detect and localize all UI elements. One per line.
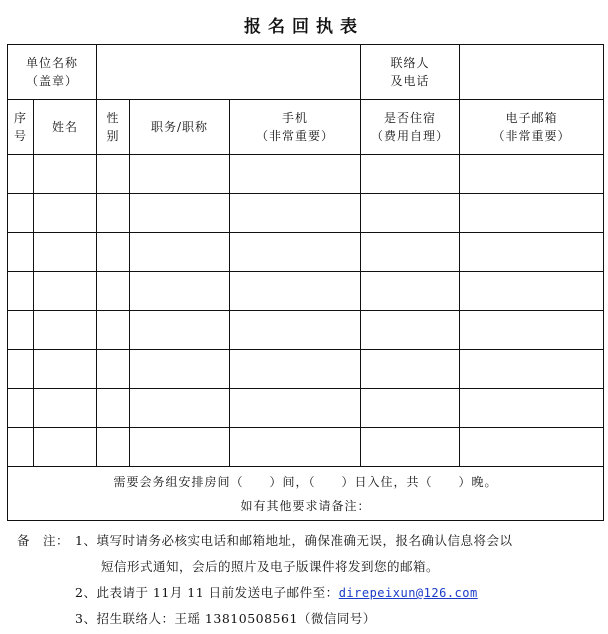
cell-lodging[interactable] bbox=[361, 233, 460, 272]
remarks-label: 备 注： bbox=[17, 533, 70, 548]
cell-mobile[interactable] bbox=[230, 311, 361, 350]
cell-lodging[interactable] bbox=[361, 428, 460, 467]
col-gender-text-1: 性 bbox=[106, 111, 120, 125]
cell-seq[interactable] bbox=[8, 194, 34, 233]
cell-gender[interactable] bbox=[97, 389, 130, 428]
cell-position[interactable] bbox=[130, 272, 230, 311]
cell-position[interactable] bbox=[130, 428, 230, 467]
cell-position[interactable] bbox=[130, 350, 230, 389]
cell-lodging[interactable] bbox=[361, 155, 460, 194]
cell-position[interactable] bbox=[130, 155, 230, 194]
cell-lodging[interactable] bbox=[361, 272, 460, 311]
remark-1-line-1: 1、填写时请务必核实电话和邮箱地址，确保准确无误，报名确认信息将会以 bbox=[75, 533, 513, 548]
cell-mobile[interactable] bbox=[230, 428, 361, 467]
table-row bbox=[8, 389, 604, 428]
unit-name-label-cell bbox=[8, 45, 97, 100]
cell-name[interactable] bbox=[34, 233, 97, 272]
cell-email[interactable] bbox=[460, 194, 604, 233]
unit-name-label: 单位名称 bbox=[26, 56, 79, 70]
cell-email[interactable] bbox=[460, 311, 604, 350]
cell-email[interactable] bbox=[460, 428, 604, 467]
cell-gender[interactable] bbox=[97, 194, 130, 233]
cell-seq[interactable] bbox=[8, 350, 34, 389]
cell-seq[interactable] bbox=[8, 428, 34, 467]
cell-gender[interactable] bbox=[97, 311, 130, 350]
cell-position[interactable] bbox=[130, 194, 230, 233]
col-name bbox=[34, 100, 97, 155]
table-row bbox=[8, 233, 604, 272]
cell-gender[interactable] bbox=[97, 428, 130, 467]
col-position-text: 职务/职称 bbox=[150, 120, 209, 134]
room-request-text: 需要会务组安排房间（ ）间，（ ）日入住，共（ ）晚。 bbox=[113, 474, 498, 489]
cell-name[interactable] bbox=[34, 389, 97, 428]
cell-name[interactable] bbox=[34, 194, 97, 233]
contact-label: 联络人 bbox=[390, 56, 430, 70]
cell-seq[interactable] bbox=[8, 155, 34, 194]
cell-gender[interactable] bbox=[97, 233, 130, 272]
cell-mobile[interactable] bbox=[230, 194, 361, 233]
col-seq-text-2: 号 bbox=[13, 129, 27, 143]
cell-gender[interactable] bbox=[97, 350, 130, 389]
contact-label-cell bbox=[361, 45, 460, 100]
table-row bbox=[8, 155, 604, 194]
cell-mobile[interactable] bbox=[230, 233, 361, 272]
cell-gender[interactable] bbox=[97, 155, 130, 194]
email-link[interactable]: direpeixun@126.com bbox=[338, 586, 478, 600]
table-row bbox=[8, 311, 604, 350]
page-title: 报名回执表 bbox=[244, 17, 364, 37]
cell-name[interactable] bbox=[34, 155, 97, 194]
col-mobile-text: 手机 bbox=[282, 111, 309, 125]
cell-lodging[interactable] bbox=[361, 194, 460, 233]
cell-email[interactable] bbox=[460, 155, 604, 194]
col-name-text: 姓名 bbox=[52, 120, 79, 134]
cell-email[interactable] bbox=[460, 389, 604, 428]
col-lodging-note: （费用自理） bbox=[371, 129, 450, 143]
cell-seq[interactable] bbox=[8, 272, 34, 311]
cell-name[interactable] bbox=[34, 428, 97, 467]
unit-row bbox=[8, 45, 604, 100]
column-header-row bbox=[8, 100, 604, 155]
cell-position[interactable] bbox=[130, 233, 230, 272]
table-row bbox=[8, 350, 604, 389]
cell-mobile[interactable] bbox=[230, 389, 361, 428]
cell-name[interactable] bbox=[34, 350, 97, 389]
cell-mobile[interactable] bbox=[230, 155, 361, 194]
cell-lodging[interactable] bbox=[361, 350, 460, 389]
cell-mobile[interactable] bbox=[230, 350, 361, 389]
remark-item-1 bbox=[17, 528, 603, 554]
cell-seq[interactable] bbox=[8, 233, 34, 272]
col-mobile-note: （非常重要） bbox=[256, 129, 335, 143]
contact-field[interactable] bbox=[460, 45, 604, 100]
remark-2-text: 2、此表请于 11月 11 日前发送电子邮件至： bbox=[75, 585, 339, 600]
remarks-section bbox=[17, 528, 603, 632]
table-row bbox=[8, 194, 604, 233]
remark-item-1-continued bbox=[17, 554, 603, 580]
col-email-note: （非常重要） bbox=[492, 129, 571, 143]
remark-1-line-2: 短信形式通知，会后的照片及电子版课件将发到您的邮箱。 bbox=[101, 559, 440, 574]
form-notes-cell[interactable] bbox=[8, 467, 604, 521]
col-email-text: 电子邮箱 bbox=[505, 111, 558, 125]
registration-form-table bbox=[7, 44, 604, 521]
cell-gender[interactable] bbox=[97, 272, 130, 311]
cell-lodging[interactable] bbox=[361, 311, 460, 350]
col-email bbox=[460, 100, 604, 155]
cell-email[interactable] bbox=[460, 272, 604, 311]
form-notes-row bbox=[8, 467, 604, 521]
cell-mobile[interactable] bbox=[230, 272, 361, 311]
cell-email[interactable] bbox=[460, 233, 604, 272]
contact-phone-label: 及电话 bbox=[390, 74, 430, 88]
cell-seq[interactable] bbox=[8, 311, 34, 350]
cell-name[interactable] bbox=[34, 311, 97, 350]
col-seq-text-1: 序 bbox=[13, 111, 27, 125]
cell-position[interactable] bbox=[130, 389, 230, 428]
table-row bbox=[8, 272, 604, 311]
col-gender bbox=[97, 100, 130, 155]
remark-item-3 bbox=[17, 606, 603, 632]
unit-name-field[interactable] bbox=[97, 45, 361, 100]
table-row bbox=[8, 428, 604, 467]
col-position bbox=[130, 100, 230, 155]
cell-lodging[interactable] bbox=[361, 389, 460, 428]
stamp-label: （盖章） bbox=[26, 74, 79, 88]
other-requests-text: 如有其他要求请备注： bbox=[240, 498, 371, 513]
col-seq bbox=[8, 100, 34, 155]
col-lodging-text: 是否住宿 bbox=[384, 111, 437, 125]
col-mobile bbox=[230, 100, 361, 155]
col-gender-text-2: 别 bbox=[106, 129, 120, 143]
cell-email[interactable] bbox=[460, 350, 604, 389]
remark-3-text: 3、招生联络人：王瑶 13810508561（微信同号） bbox=[75, 611, 376, 626]
col-lodging bbox=[361, 100, 460, 155]
cell-position[interactable] bbox=[130, 311, 230, 350]
remark-2-line bbox=[75, 580, 478, 606]
remark-item-2 bbox=[17, 580, 603, 606]
cell-seq[interactable] bbox=[8, 389, 34, 428]
cell-name[interactable] bbox=[34, 272, 97, 311]
